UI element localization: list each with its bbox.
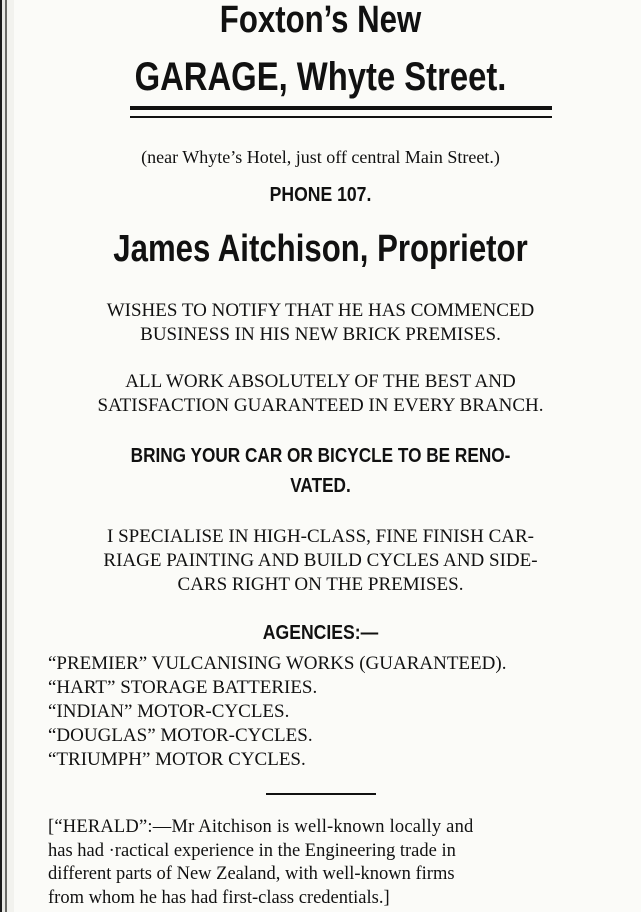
agencies-heading: AGENCIES:— (262, 622, 379, 644)
bring-line-2: VATED. (290, 475, 351, 497)
specialise-line-3: CARS RIGHT ON THE PREMISES. (177, 574, 464, 595)
agency-item: “PREMIER” VULCANISING WORKS (GUARANTEED). (48, 653, 507, 674)
bring-line-1: BRING YOUR CAR OR BICYCLE TO BE RENO- (130, 445, 511, 467)
ad-title-line-1: Foxton’s New (219, 0, 422, 41)
notify-line-1: WISHES TO NOTIFY THAT HE HAS COMMENCED (106, 300, 535, 321)
notify-line-2: BUSINESS IN HIS NEW BRICK PREMISES. (140, 324, 501, 345)
title-rule-thick (130, 106, 552, 110)
phone-number: PHONE 107. (269, 184, 372, 206)
work-line-1: ALL WORK ABSOLUTELY OF THE BEST AND (125, 371, 516, 392)
agency-item: “HART” STORAGE BATTERIES. (48, 677, 318, 698)
agency-item: “DOUGLAS” MOTOR-CYCLES. (48, 725, 313, 746)
specialise-line-2: RIAGE PAINTING AND BUILD CYCLES AND SIDE- (103, 550, 538, 571)
agencies-list (48, 652, 638, 772)
herald-quote (48, 816, 608, 910)
section-divider (266, 793, 376, 795)
ad-title-line-2: GARAGE, Whyte Street. (134, 55, 507, 99)
proprietor-heading: James Aitchison, Proprietor (113, 228, 528, 270)
location-note: (near Whyte’s Hotel, just off central Main Street.) (141, 147, 500, 167)
work-line-2: SATISFACTION GUARANTEED IN EVERY BRANCH. (97, 395, 544, 416)
bring-paragraph (45, 441, 596, 501)
specialise-line-1: I SPECIALISE IN HIGH-CLASS, FINE FINISH CAR- (107, 526, 534, 547)
herald-line-1: [“HERALD”:—Mr Aitchison is well-known locally and (48, 817, 474, 837)
agency-item: “INDIAN” MOTOR-CYCLES. (48, 701, 290, 722)
work-paragraph (0, 370, 641, 418)
herald-line-4: from whom he has had first-class credentials.] (48, 887, 390, 908)
herald-line-2: has had ·ractical experience in the Engineering trade in (48, 840, 456, 861)
agency-item: “TRIUMPH” MOTOR CYCLES. (48, 749, 306, 770)
specialise-paragraph (0, 525, 641, 597)
herald-line-3: different parts of New Zealand, with well-known firms (48, 864, 455, 884)
notify-paragraph (0, 299, 641, 347)
title-rule-thin (130, 116, 552, 118)
